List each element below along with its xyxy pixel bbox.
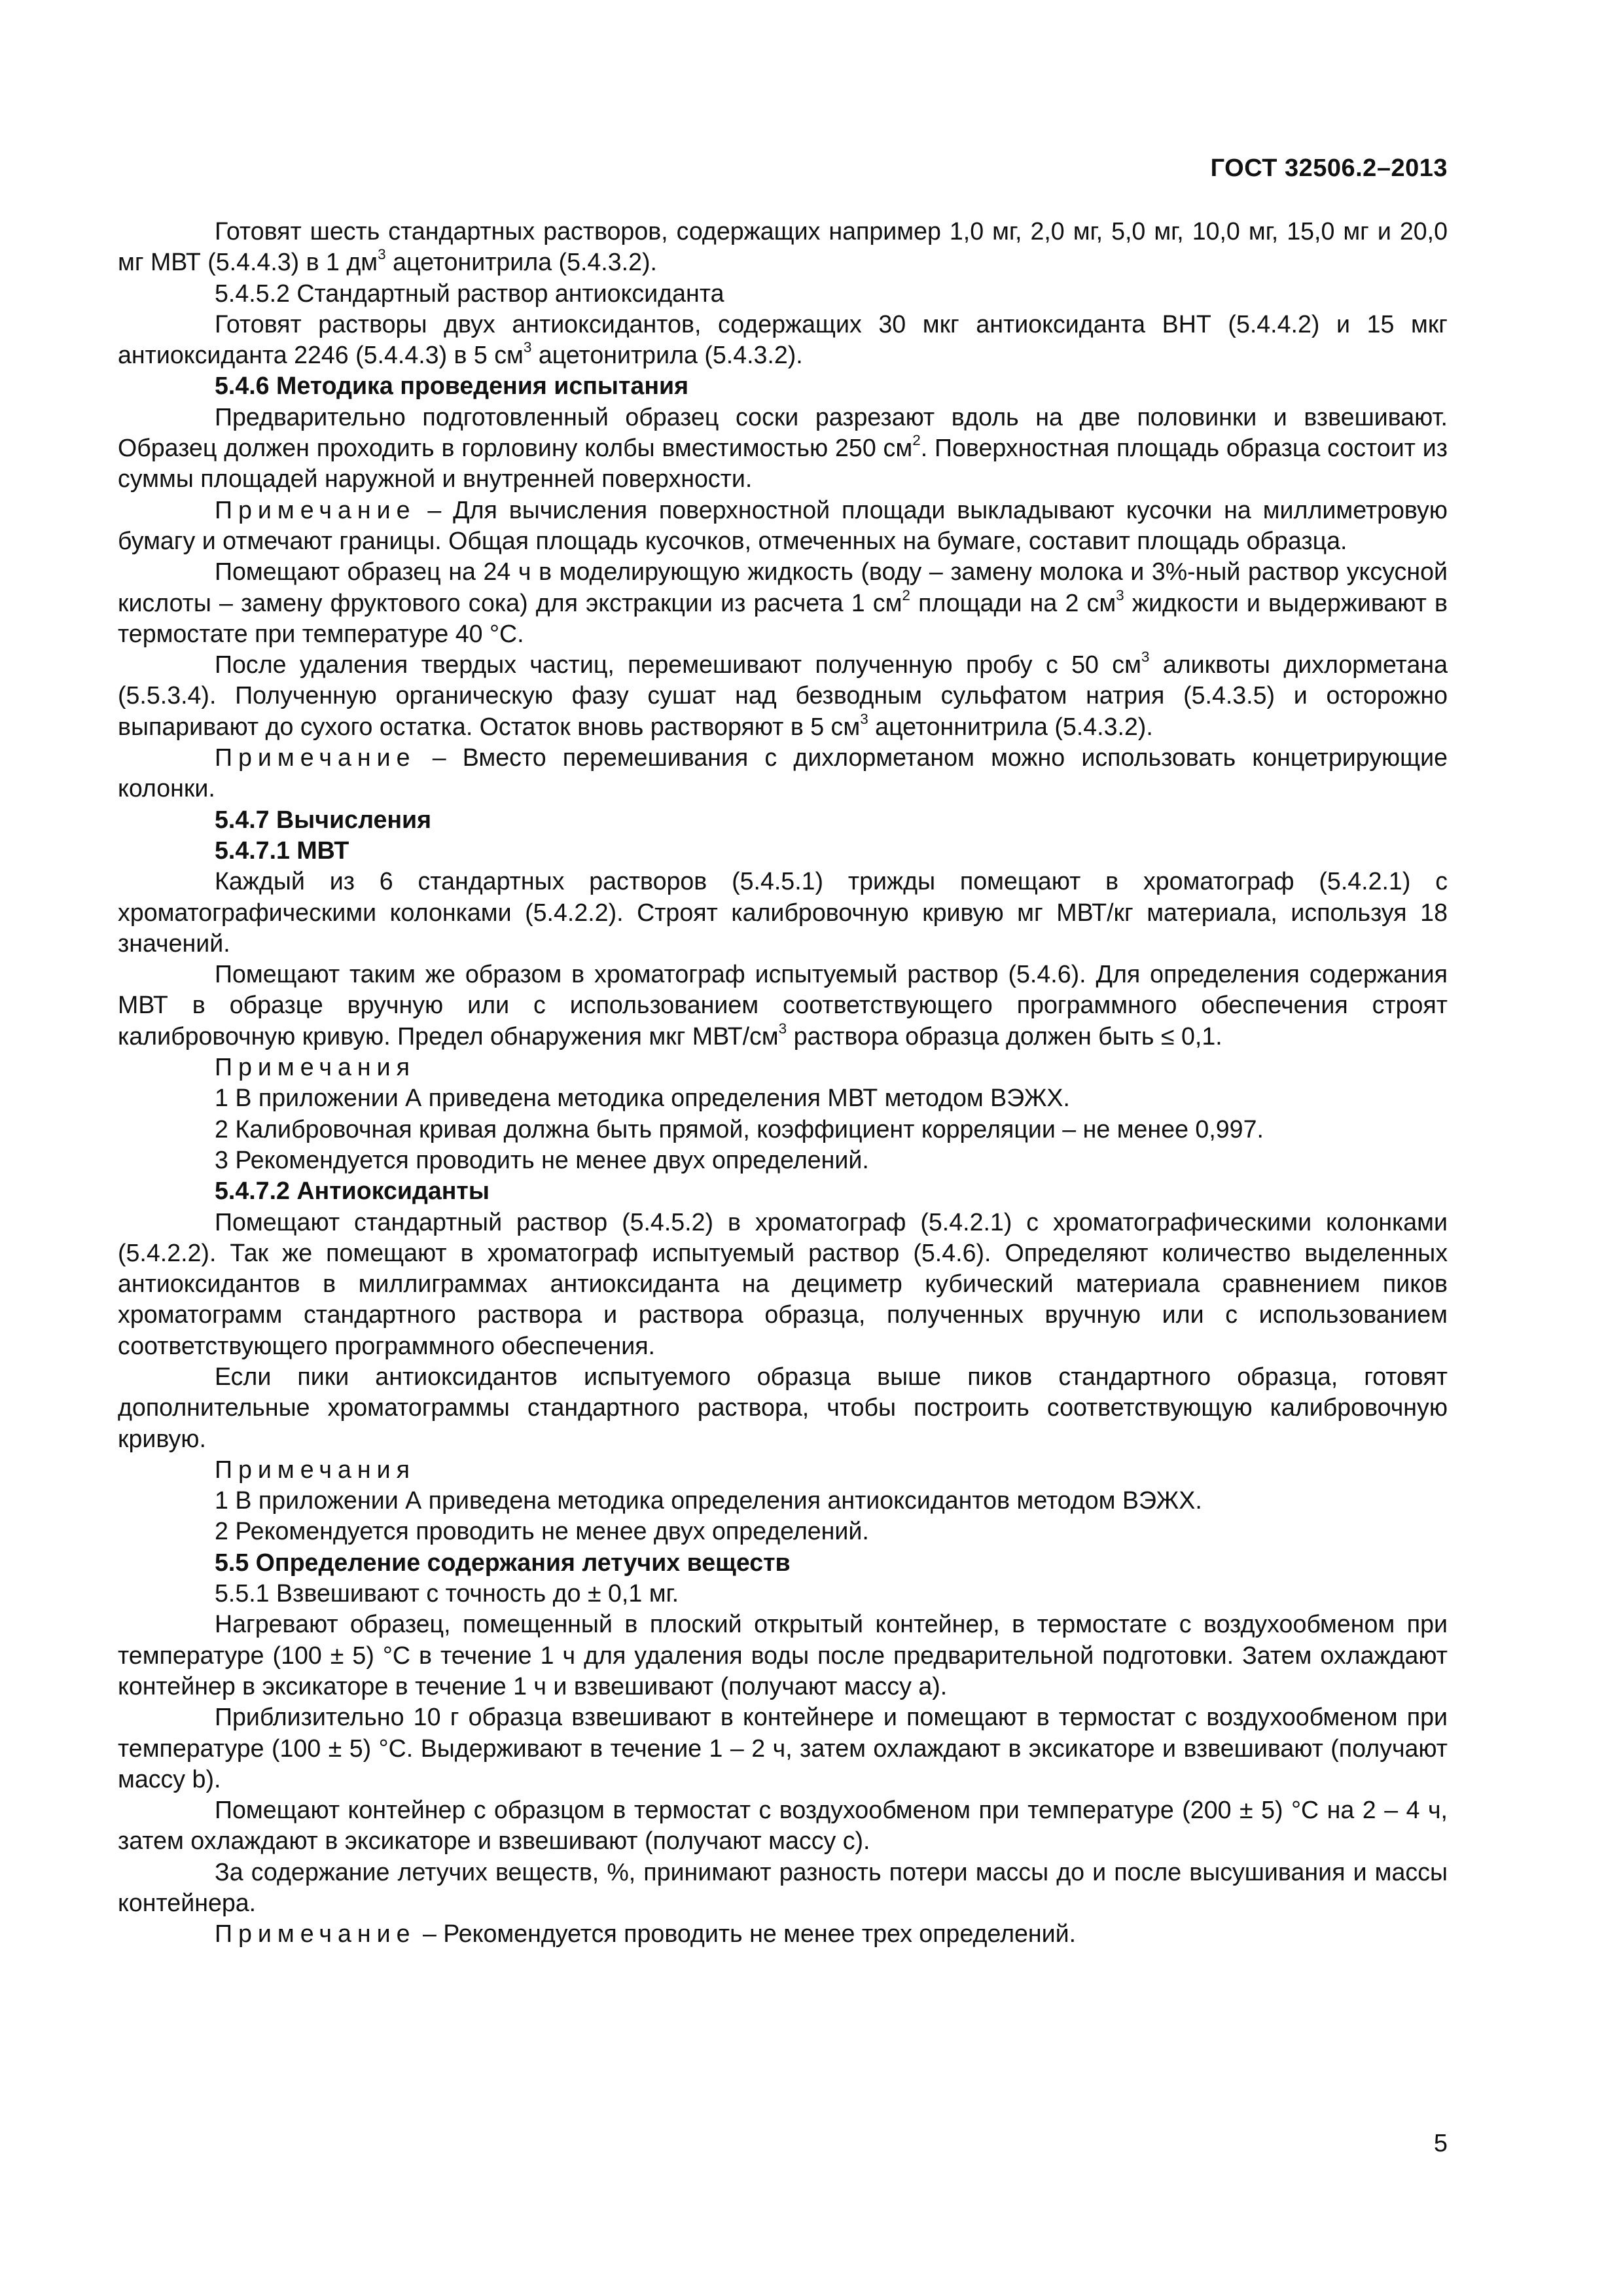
paragraph: Нагревают образец, помещенный в плоский открытый контейнер, в термостате с воздухообменом при температуре (100 ± 5) °С в течение 1 ч для удаления воды после предварительной подготовки. Затем охлаждают контейнер в эксикаторе в течение 1 ч и взвешивают (получают массу а). [118,1610,1448,1700]
paragraph: За содержание летучих веществ, %, принимают разность потери массы до и после высушивания и массы контейнера. [118,1857,1448,1917]
note-item: 1 В приложении А приведена методика определения МВТ методом ВЭЖХ. [215,1084,1070,1112]
paragraph: Приблизительно 10 г образца взвешивают в контейнере и помещают в термостат с воздухообменом при температуре (100 ± 5) °С. Выдерживают в течение 1 – 2 ч, затем охлаждают в эксикаторе и взвешивают (получают массу b). [118,1703,1448,1793]
note: Примечание – Вместо перемешивания с дихлорметаном можно использовать концетрирующие колонки. [118,744,1448,802]
note-label: Примечание [215,495,416,524]
notes-label: Примечания [215,1053,416,1081]
paragraph: Помещают контейнер с образцом в термостат с воздухообменом при температуре (200 ± 5) °С на 2 – 4 ч, затем охлаждают в эксикаторе и взвешивают (получают массу с). [118,1796,1448,1855]
note-label: Примечание [215,744,416,772]
notes-label: Примечания [215,1455,416,1483]
note-item: 2 Калибровочная кривая должна быть прямой, коэффициент корреляции – не менее 0,997. [215,1115,1264,1143]
document-header: ГОСТ 32506.2–2013 [1210,154,1448,182]
page-number: 5 [1433,2130,1448,2157]
document-page [118,0,1448,2296]
paragraph: Готовят шесть стандартных растворов, содержащих например 1,0 мг, 2,0 мг, 5,0 мг, 10,0 мг, 15,0 мг и 20,0 мг МВТ (5.4.4.3) в 1 $дм^3$ ацетонитрила (5.4.3.2). [118,217,1448,276]
note-label: Примечание [215,1920,416,1948]
section-heading: 5.4.7.1 МВТ [215,836,349,864]
note: Примечание – Для вычисления поверхностной площади выкладывают кусочки на миллиметровую бумагу и отмечают границы. Общая площадь кусочков, отмеченных на бумаге, составит площадь образца. [118,495,1448,554]
section-heading: 5.4.6 Методика проведения испытания [215,372,689,400]
note-item: 1 В приложении А приведена методика определения антиоксидантов методом ВЭЖХ. [215,1486,1202,1515]
paragraph: Каждый из 6 стандартных растворов (5.4.5.1) трижды помещают в хроматограф (5.4.2.1) с хроматографическими колонками (5.4.2.2). Строят калибровочную кривую мг МВТ/кг материала, используя 18 значений. [118,867,1448,957]
paragraph: 5.4.5.2 Стандартный раствор антиоксиданта [215,279,724,307]
paragraph: Помещают образец на 24 ч в моделирующую жидкость (воду – замену молока и 3%-ный раствор уксусной кислоты – замену фруктового сока) для экстракции из расчета 1 $см^2$ площади на 2 $см^3$ жидкости и выдерживают в термостате при температуре 40 °С. [118,558,1448,647]
note-item: 3 Рекомендуется проводить не менее двух определений. [215,1145,869,1174]
paragraph: Если пики антиоксидантов испытуемого образца выше пиков стандартного образца, готовят дополнительные хроматограммы стандартного раствора, чтобы построить соответствующую калибровочную кривую. [118,1362,1448,1452]
section-heading: 5.4.7 Вычисления [215,805,432,833]
paragraph: 5.5.1 Взвешивают с точность до ± 0,1 мг. [215,1579,679,1607]
note-item: 2 Рекомендуется проводить не менее двух определений. [215,1517,869,1545]
note: Примечание – Рекомендуется проводить не менее трех определений. [215,1920,1077,1948]
section-heading: 5.5 Определение содержания летучих веществ [215,1548,791,1576]
paragraph: Предварительно подготовленный образец соски разрезают вдоль на две половинки и взвешивают. Образец должен проходить в горловину колбы вместимостью 250 $см^2$. Поверхностная площадь образца состоит из суммы площадей наружной и внутренней поверхности. [118,403,1448,493]
paragraph: После удаления твердых частиц, перемешивают полученную пробу с 50 $см^3$ аликвоты дихлорметана (5.5.3.4). Полученную органическую фазу сушат над безводным сульфатом натрия (5.4.3.5) и осторожно выпаривают до сухого остатка. Остаток вновь растворяют в 5 $см^3$ ацетоннитрила (5.4.3.2). [118,649,1448,740]
document-body [118,216,1448,1950]
paragraph: Готовят растворы двух антиоксидантов, содержащих 30 мкг антиоксиданта ВНТ (5.4.4.2) и 15 мкг антиоксиданта 2246 (5.4.4.3) в 5 $см^3$ ацетонитрила (5.4.3.2). [118,310,1448,369]
paragraph: Помещают стандартный раствор (5.4.5.2) в хроматограф (5.4.2.1) с хроматографическими колонками (5.4.2.2). Так же помещают в хроматограф испытуемый раствор (5.4.6). Определяют количество выделенных антиоксидантов в миллиграммах антиоксиданта на дециметр кубический материала сравнением пиков хроматограмм стандартного раствора и раствора образца, полученных вручную или с использованием соответствующего программного обеспечения. [118,1208,1448,1359]
section-heading: 5.4.7.2 Антиоксиданты [215,1177,490,1205]
paragraph: Помещают таким же образом в хроматограф испытуемый раствор (5.4.6). Для определения содержания МВТ в образце вручную или с использованием соответствующего программного обеспечения строят калибровочную кривую. Предел обнаружения мкг МВТ/$см^3$ раствора образца должен быть ≤ 0,1. [118,960,1448,1050]
